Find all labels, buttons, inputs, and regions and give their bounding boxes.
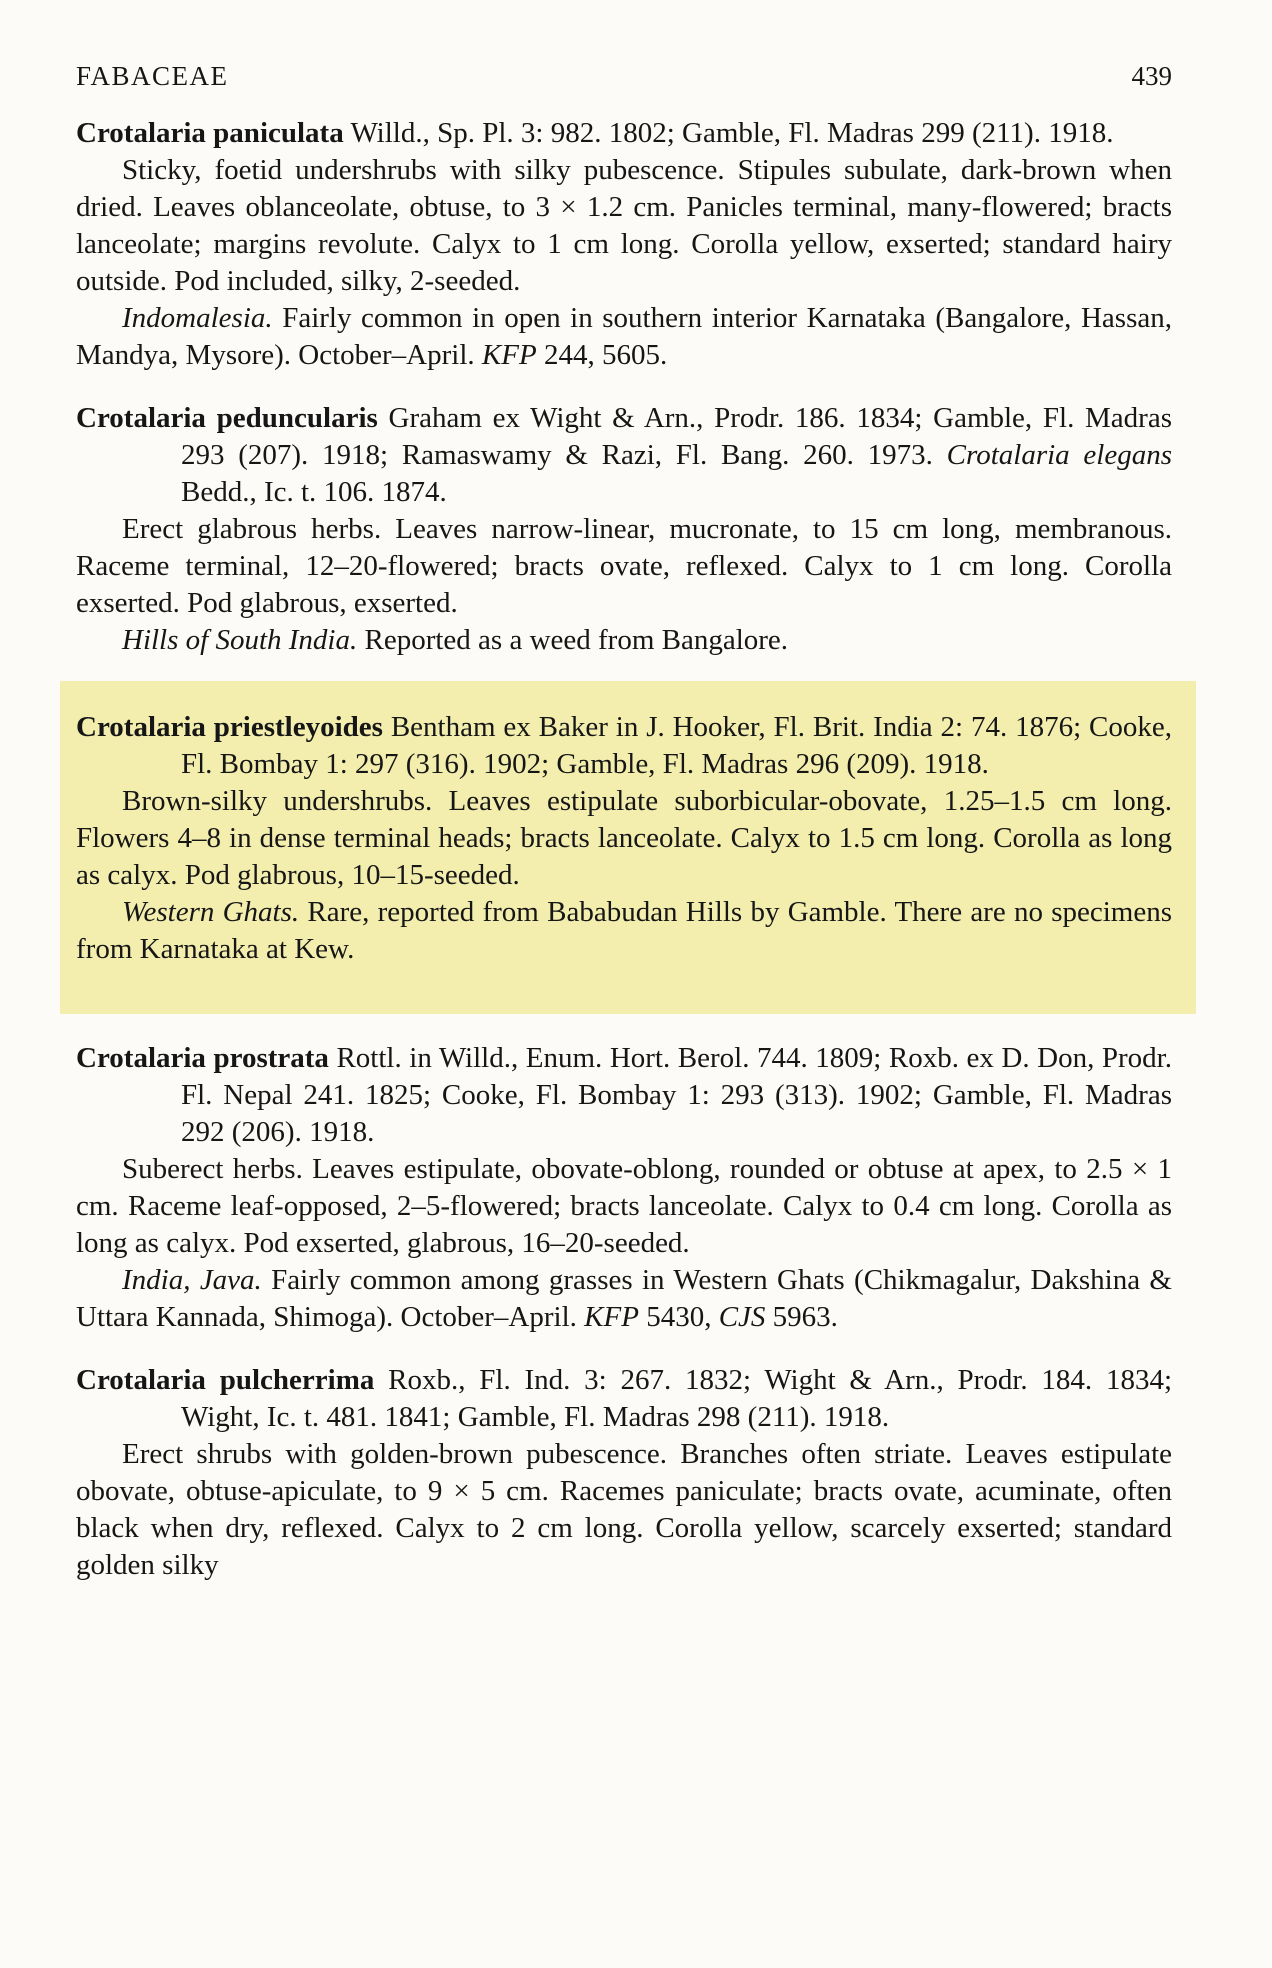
species-description: [76, 1436, 1172, 1584]
italic-run: KFP: [584, 1301, 639, 1333]
species-name: Crotalaria pulcherrima: [76, 1364, 375, 1396]
text-run: Roxb., Fl. Ind. 3: 267. 1832; Wight & Arn., Prodr. 184. 1834; Wight, Ic. t. 481. 1841; Gamble, Fl. Madras 298 (211). 1918.: [181, 1364, 1172, 1433]
text-run: Sticky, foetid undershrubs with silky pubescence. Stipules subulate, dark-brown when dried. Leaves oblanceolate, obtuse, to 3 × 1.2 cm. Panicles terminal, many-flowered; bracts lanceolate; margins revolute. Calyx to 1 cm long. Corolla yellow, exserted; standard hairy outside. Pod included, silky, 2-seeded.: [76, 154, 1172, 297]
text-run: Bentham ex Baker in J. Hooker, Fl. Brit. India 2: 74. 1876; Cooke, Fl. Bombay 1: 297 (316). 1902; Gamble, Fl. Madras 296 (209). 1918.: [181, 711, 1172, 780]
text-run: Reported as a weed from Bangalore.: [357, 624, 789, 656]
italic-run: KFP: [481, 339, 537, 371]
text-run: Graham ex Wight & Arn., Prodr. 186. 1834; Gamble, Fl. Madras 293 (207). 1918; Ramaswamy & Razi, Fl. Bang. 260. 1973.: [181, 402, 1172, 471]
species-heading: [76, 709, 1172, 783]
species-entry-crotalaria-peduncularis: [76, 400, 1172, 659]
italic-run: Crotalaria elegans: [946, 439, 1172, 471]
text-run: Fairly common among grasses in Western Ghats (Chikmagalur, Dakshina & Uttara Kannada, Shimoga). October–April.: [76, 1264, 1172, 1333]
species-distribution: [76, 1262, 1172, 1336]
species-entry-crotalaria-prostrata: [76, 1040, 1172, 1336]
italic-run: India, Java.: [122, 1264, 262, 1296]
page-number: 439: [1131, 61, 1172, 91]
species-description: [76, 152, 1172, 300]
text-run: 5963.: [765, 1301, 838, 1333]
text-run: Fairly common in open in southern interior Karnataka (Bangalore, Hassan, Mandya, Mysore). October–April.: [76, 302, 1172, 371]
text-run: Erect shrubs with golden-brown pubescence. Branches often striate. Leaves estipulate obovate, obtuse-apiculate, to 9 × 5 cm. Racemes paniculate; bracts ovate, acuminate, often black when dry, reflexed. Calyx to 2 cm long. Corolla yellow, scarcely exserted; standard golden silky: [76, 1438, 1172, 1581]
text-run: 244, 5605.: [536, 339, 668, 371]
text-run: Willd., Sp. Pl. 3: 982. 1802; Gamble, Fl. Madras 299 (211). 1918.: [343, 117, 1114, 149]
species-name: Crotalaria peduncularis: [76, 402, 378, 434]
species-distribution: [76, 622, 1172, 659]
species-entry-crotalaria-pulcherrima: [76, 1362, 1172, 1584]
species-entry-crotalaria-paniculata: [76, 115, 1172, 374]
species-heading: [76, 1362, 1172, 1436]
italic-run: Western Ghats.: [122, 896, 300, 928]
species-entry-crotalaria-priestleyoides: [60, 681, 1196, 1014]
species-heading: [76, 1040, 1172, 1151]
italic-run: CJS: [718, 1301, 766, 1333]
text-run: Brown-silky undershrubs. Leaves estipulate suborbicular-obovate, 1.25–1.5 cm long. Flowers 4–8 in dense terminal heads; bracts lanceolate. Calyx to 1.5 cm long. Corolla as long as calyx. Pod glabrous, 10–15-seeded.: [76, 785, 1172, 891]
text-run: 5430,: [638, 1301, 719, 1333]
species-distribution: [76, 894, 1172, 968]
text-run: Rare, reported from Bababudan Hills by Gamble. There are no specimens from Karnataka at Kew.: [76, 896, 1172, 965]
species-heading: [76, 400, 1172, 511]
species-name: Crotalaria priestleyoides: [76, 711, 383, 743]
species-description: [76, 783, 1172, 894]
species-name: Crotalaria paniculata: [76, 117, 344, 149]
text-run: Suberect herbs. Leaves estipulate, obovate-oblong, rounded or obtuse at apex, to 2.5 × 1 cm. Raceme leaf-opposed, 2–5-flowered; bracts lanceolate. Calyx to 0.4 cm long. Corolla as long as calyx. Pod exserted, glabrous, 16–20-seeded.: [76, 1153, 1172, 1259]
species-entries: [76, 115, 1172, 1584]
page-header: [76, 58, 1172, 95]
species-name: Crotalaria prostrata: [76, 1042, 329, 1074]
species-description: [76, 1151, 1172, 1262]
species-distribution: [76, 300, 1172, 374]
text-run: Erect glabrous herbs. Leaves narrow-linear, mucronate, to 15 cm long, membranous. Raceme terminal, 12–20-flowered; bracts ovate, reflexed. Calyx to 1 cm long. Corolla exserted. Pod glabrous, exserted.: [76, 513, 1172, 619]
species-description: [76, 511, 1172, 622]
italic-run: Indomalesia.: [122, 302, 273, 334]
family-header: FABACEAE: [76, 61, 229, 91]
italic-run: Hills of South India.: [122, 624, 358, 656]
text-run: Rottl. in Willd., Enum. Hort. Berol. 744. 1809; Roxb. ex D. Don, Prodr. Fl. Nepal 241. 1825; Cooke, Fl. Bombay 1: 293 (313). 1902; Gamble, Fl. Madras 292 (206). 1918.: [181, 1042, 1172, 1148]
species-heading: [76, 115, 1172, 152]
text-run: Bedd., Ic. t. 106. 1874.: [181, 476, 447, 508]
